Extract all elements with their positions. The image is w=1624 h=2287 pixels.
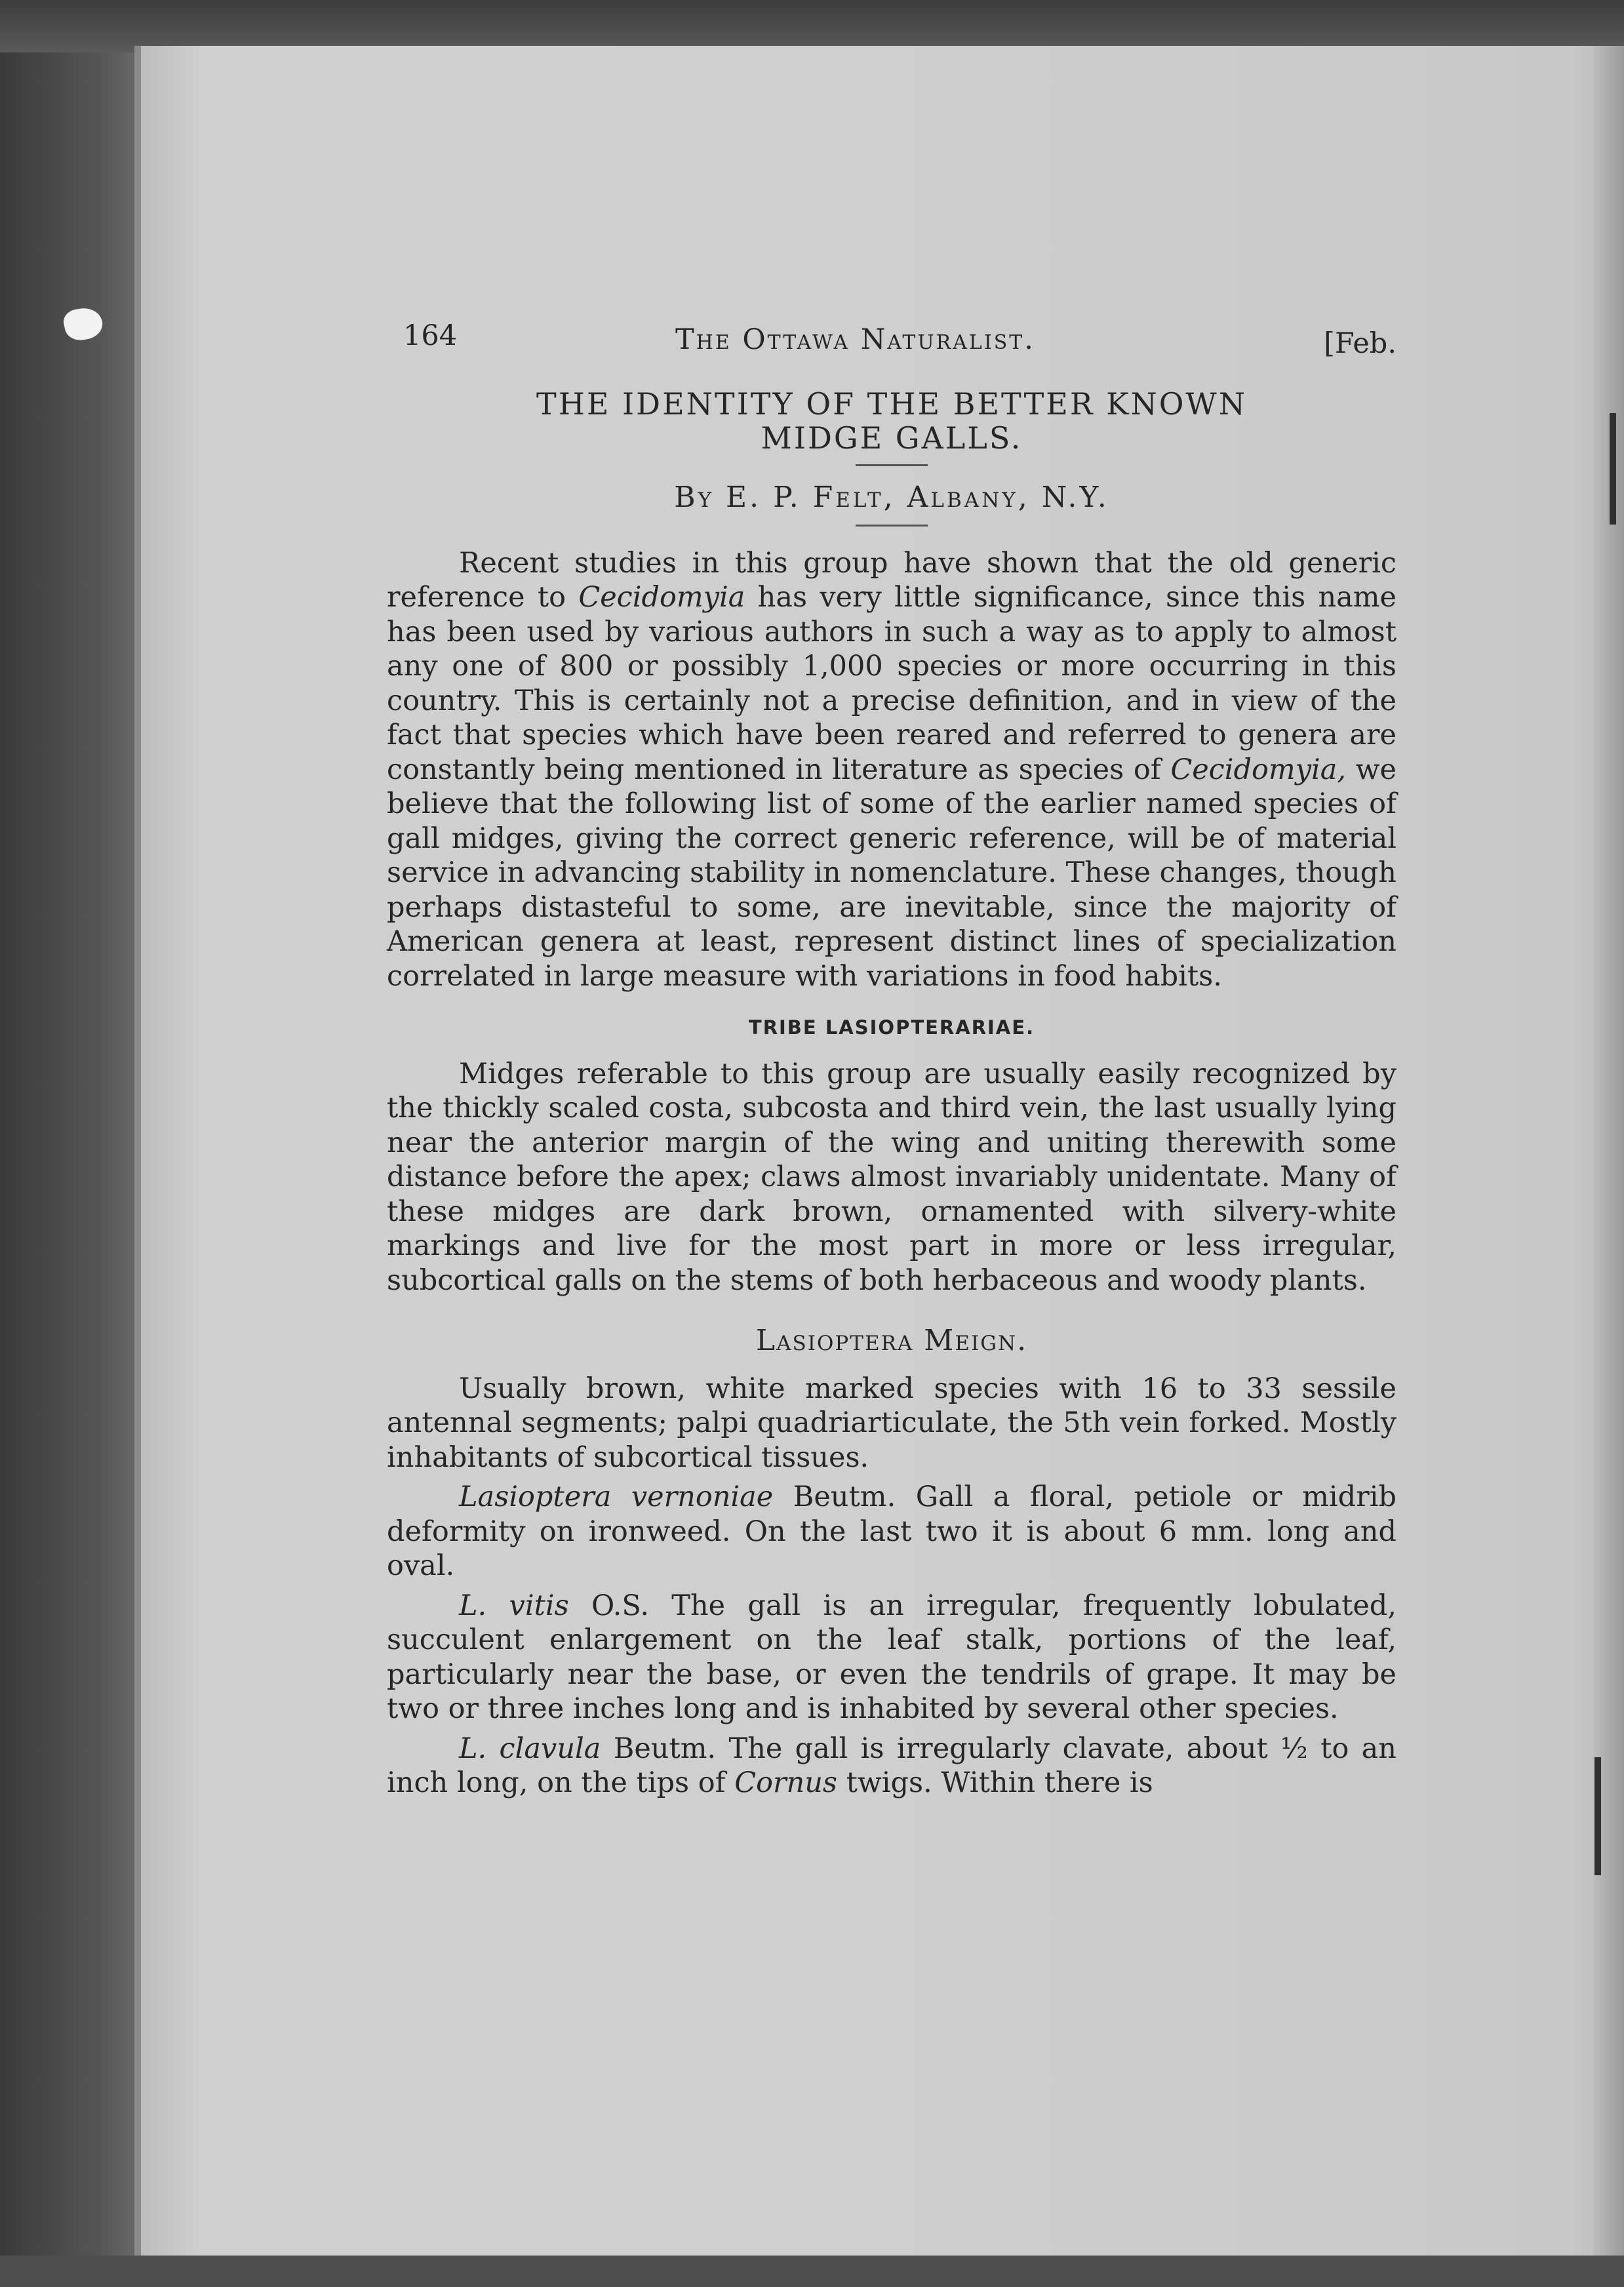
species-text-continued: twigs. Within there is [837, 1766, 1153, 1799]
species-entry [387, 1732, 1396, 1800]
intro-paragraph [387, 546, 1396, 994]
issue-month: [Feb. [1324, 327, 1396, 360]
intro-text-1: Recent studies in this group have shown that the old generic reference to [387, 546, 1396, 614]
page-content [387, 315, 1396, 1800]
host-genus: Cornus [734, 1766, 838, 1799]
binding-mark-top [1610, 413, 1616, 525]
title-rule [856, 464, 928, 466]
species-name: Lasioptera vernoniae [459, 1481, 774, 1513]
binding-mark-bottom [1594, 1757, 1601, 1875]
page-number: 164 [403, 319, 458, 352]
tribe-heading: TRIBE LASIOPTERARIAE. [748, 1016, 1035, 1039]
tribe-paragraph: Midges referable to this group are usually easily recognized by the thickly scaled costa, subcosta and third vein, the last usually lying near the anterior margin of the wing and uniting therewith some distance before the apex; claws almost invariably unidentate. Many of these midges are dark brown, ornamented with silvery-white markings and live for the most part in more or less irregular, subcortical galls on the stems of both herbaceous and woody plants. [387, 1057, 1396, 1297]
byline-rule [856, 525, 928, 527]
intro-text-2: has very little significance, since this name has been used by various authors in such a way as to apply to almost any one of 800 or possibly 1,000 species or more occurring in this country. This is certainly not a precise definition, and in view of the fact that species which have been reared and referred to genera are constantly being mentioned in literature as species of [387, 581, 1396, 786]
genus-paragraph: Usually brown, white marked species with 16 to 33 sessile antennal segments; palpi quadriarticulate, the 5th vein forked. Mostly inhabitants of subcortical tissues. [387, 1372, 1396, 1474]
title-line-1: THE IDENTITY OF THE BETTER KNOWN [536, 386, 1247, 422]
journal-title: The Ottawa Naturalist. [675, 323, 1035, 356]
species-name: L. clavula [459, 1732, 601, 1765]
genus-heading: Lasioptera Meign. [755, 1324, 1028, 1357]
intro-text-3: we believe that the following list of some of the earlier named species of gall midges, giving the correct generic reference, will be of material service in advancing stability in nomenclature. These changes, though perhaps distasteful to some, are inevitable, since the majority of American genera at least, represent distinct lines of specialization correlated in large measure with variations in food habits. [387, 753, 1396, 993]
intro-genus-2: Cecidomyia, [1170, 753, 1347, 786]
byline: By E. P. Felt, Albany, N.Y. [674, 481, 1109, 514]
species-text: Beutm. Gall a floral, petiole or midrib deformity on ironweed. On the last two it is about 6 mm. long and oval. [387, 1481, 1397, 1582]
title-line-2: MIDGE GALLS. [761, 420, 1023, 456]
scan-backdrop-bottom [0, 2256, 1624, 2287]
scan-backdrop-left [0, 0, 141, 2287]
species-name: L. vitis [459, 1589, 569, 1622]
species-entry [387, 1589, 1396, 1726]
page-right-edge [1593, 46, 1624, 2256]
intro-genus-1: Cecidomyia [578, 581, 745, 614]
running-head [387, 315, 1396, 361]
article-title [387, 387, 1396, 455]
species-text: O.S. The gall is an irregular, frequently lobulated, succulent enlargement on the leaf stalk, portions of the leaf, particularly near the base, or even the tendrils of grape. It may be two or three inches long and is inhabited by several other species. [387, 1589, 1396, 1725]
species-text: Beutm. The gall is irregularly clavate, about ½ to an inch long, on the tips of [387, 1732, 1396, 1799]
scan-backdrop-top [0, 0, 1624, 52]
species-entry [387, 1480, 1396, 1583]
